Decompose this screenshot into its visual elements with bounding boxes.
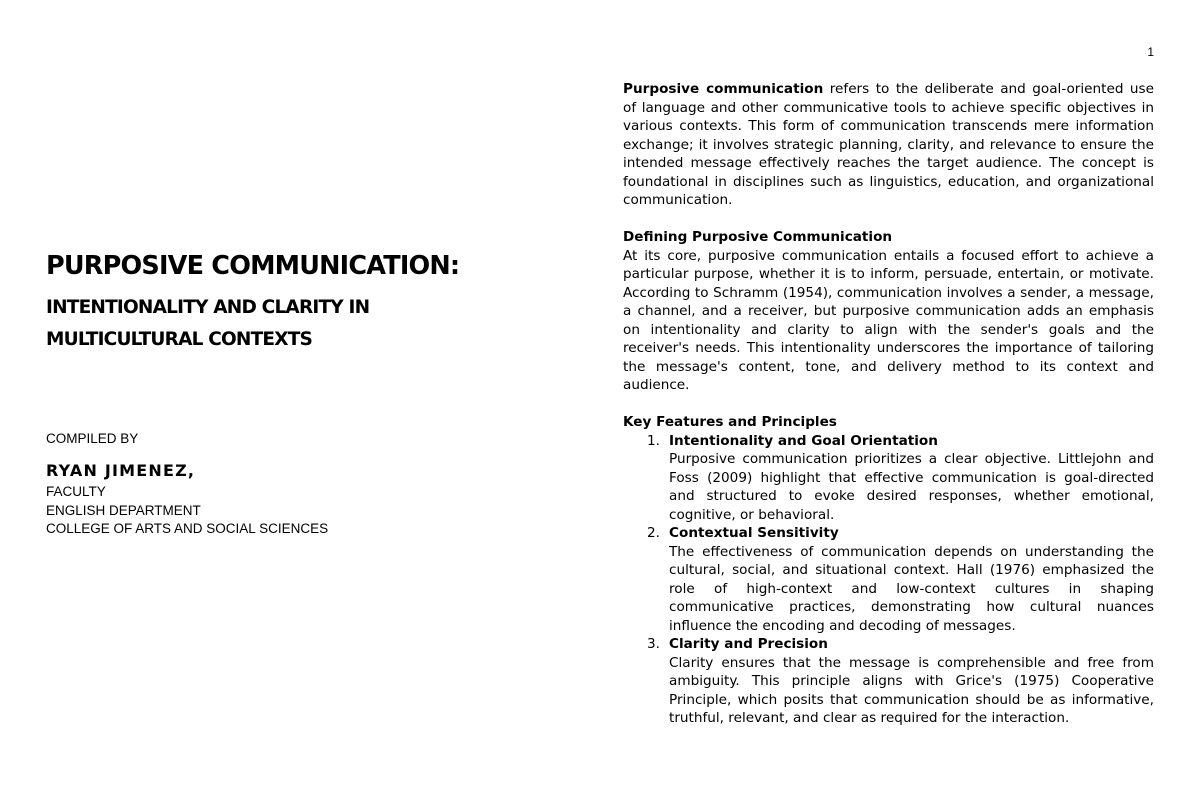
intro-paragraph (623, 80, 1154, 210)
compiled-by-label: COMPILED BY (46, 431, 139, 446)
page-number: 1 (1147, 45, 1154, 59)
cover-subtitle-line-1: INTENTIONALITY AND CLARITY IN (46, 297, 370, 318)
list-item-number: 3. (647, 636, 660, 652)
list-item (623, 432, 1154, 525)
author-affiliation (46, 483, 328, 539)
author-name: RYAN JIMENEZ, (46, 461, 196, 480)
list-item-body: The effectiveness of communication depends on understanding the cultural, social, and situational context. Hall (1976) emphasized the role of high-context and low-context cultures in shaping communicative practices, demonstrating how cultural nuances influence the encoding and decoding of messages. (669, 543, 1154, 634)
list-item-title: Intentionality and Goal Orientation (669, 432, 938, 449)
list-item-body: Clarity ensures that the message is comprehensible and free from ambiguity. This principle aligns with Grice's (1975) Cooperative Principle, which posits that communication should be as informative, truthful, relevant, and clear as required for the interaction. (669, 654, 1154, 726)
list-item-title: Contextual Sensitivity (669, 525, 839, 541)
page-content (623, 80, 1154, 728)
cover-subtitle-line-2: MULTICULTURAL CONTEXTS (46, 329, 313, 350)
intro-term: Purposive communication (623, 81, 824, 97)
list-item (623, 635, 1154, 728)
content-page (600, 0, 1200, 785)
author-college: COLLEGE OF ARTS AND SOCIAL SCIENCES (46, 521, 329, 536)
key-features-list (623, 432, 1154, 728)
spacer (623, 395, 1154, 414)
list-item (623, 524, 1154, 635)
list-item-title: Clarity and Precision (669, 636, 828, 652)
list-item-number: 2. (647, 525, 660, 541)
list-item-body: Purposive communication prioritizes a clear objective. Littlejohn and Foss (2009) highlight that effective communication is goal-directed and structured to evoke desired responses, whether emotional, cognitive, or behavioral. (669, 451, 1154, 523)
intro-text: refers to the deliberate and goal-oriented use of language and other communicative tools to achieve specific objectives in various contexts. This form of communication transcends mere information exchange; it involves strategic planning, clarity, and relevance to ensure the intended message effectively reaches the target audience. The concept is foundational in disciplines such as linguistics, education, and organizational communication. (623, 81, 1154, 208)
spacer (623, 210, 1154, 229)
section-body-defining: At its core, purposive communication entails a focused effort to achieve a particular purpose, whether it is to inform, persuade, entertain, or motivate. According to Schramm (1954), communication involves a sender, a message, a channel, and a receiver, but purposive communication adds an emphasis on intentionality and clarity to align with the sender's goals and the receiver's needs. This intentionality underscores the importance of tailoring the message's content, tone, and delivery method to its context and audience. (623, 247, 1154, 393)
section-heading-defining: Defining Purposive Communication (623, 229, 893, 245)
author-department: ENGLISH DEPARTMENT (46, 502, 201, 518)
section-heading-key-features: Key Features and Principles (623, 414, 837, 430)
list-item-number: 1. (647, 432, 660, 449)
cover-subtitle (46, 292, 369, 356)
author-role: FACULTY (46, 484, 106, 499)
cover-title: PURPOSIVE COMMUNICATION: (46, 251, 460, 281)
